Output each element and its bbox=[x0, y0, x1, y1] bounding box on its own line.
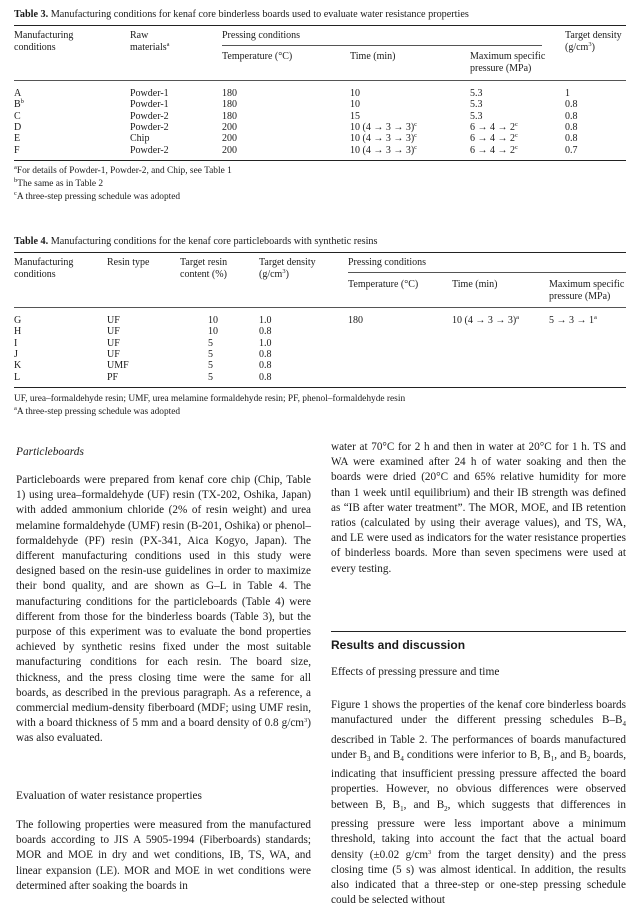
t3-cell-temperature: 200 bbox=[222, 144, 237, 156]
t3-cell-pressure: $6 \to 4 \to 2^c$ bbox=[470, 120, 518, 133]
t3-cell-time: 10 $(4 \to 3 \to 3)^c$ bbox=[350, 120, 418, 133]
table4-label: Table 4. bbox=[14, 236, 49, 247]
t3-header-time: Time (min) bbox=[350, 51, 396, 62]
t3-cell-density: 0.8 bbox=[565, 121, 578, 133]
table4-caption-text: Manufacturing conditions for the kenaf core particleboards with synthetic resins bbox=[50, 236, 378, 247]
t4-header-time: Time (min) bbox=[452, 279, 498, 290]
t4-footnote: UF, urea–formaldehyde resin; UMF, urea melamine formaldehyde resin; PF, phenol–formaldehyde resin bbox=[14, 394, 406, 404]
t3-header-target-density: Target density $(g/cm^3)$ bbox=[565, 30, 622, 53]
t3-cell-raw-material: Powder-1 bbox=[130, 88, 169, 99]
t4-cell-condition: J bbox=[14, 348, 18, 360]
t4-cell-density: 0.8 bbox=[259, 348, 272, 360]
t3-cell-temperature: 200 bbox=[222, 133, 237, 145]
t3-cell-raw-material: Powder-2 bbox=[130, 144, 169, 156]
table4-caption bbox=[14, 236, 377, 247]
t3-pressing-subrule bbox=[222, 45, 542, 46]
t4-header-pressing-conditions: Pressing conditions bbox=[348, 257, 427, 268]
table3-label: Table 3. bbox=[14, 9, 49, 20]
t3-header-pressing-conditions: Pressing conditions bbox=[222, 30, 301, 41]
table3-header-rule bbox=[14, 80, 626, 81]
t3-header-raw-materials: Raw materials$^a$ bbox=[130, 30, 170, 53]
t3-cell-time: 10 $(4 \to 3 \to 3)^c$ bbox=[350, 132, 418, 145]
t4-cell-density: 0.8 bbox=[259, 326, 272, 338]
t4-cell-density: 1.0 bbox=[259, 315, 272, 326]
t4-shared-pressure: $5 \to 3 \to 1^a$ bbox=[549, 314, 597, 326]
t4-header-temperature: Temperature (°C) bbox=[348, 279, 419, 290]
t4-pressing-subrule bbox=[348, 272, 626, 273]
t3-footnote: $^a$For details of Powder-1, Powder-2, and Chip, see Table 1 bbox=[14, 164, 232, 176]
t4-cell-resin-content: 10 bbox=[208, 315, 218, 326]
t3-cell-condition: E bbox=[14, 133, 21, 145]
continued-paragraph: water at 70°C for 2 h and then in water at 20°C for 1 h. TS and WA were examined after 24 h of water soaking and then the boards were dried (20°C and 65% relative humidity for more than 1 week until equilibrium) and their IB strength was defined as “IB after water treatment”. The MOR, MOE, and IB retention ratios (calculated by using their average values), and TS, WA, and LE were used as indicators for the water resistance properties of binderless boards. More than seven specimens were used at every testing. bbox=[331, 441, 626, 575]
t3-cell-pressure: 5.3 bbox=[470, 110, 483, 122]
t4-header-conditions: Manufacturing conditions bbox=[14, 257, 74, 280]
t4-cell-resin-content: 5 bbox=[208, 348, 213, 360]
t4-cell-resin-type: PF bbox=[107, 371, 119, 383]
t3-cell-raw-material: Powder-2 bbox=[130, 121, 169, 133]
t4-shared-temperature: 180 bbox=[348, 315, 363, 326]
t4-footnote: $^a$A three-step pressing schedule was adopted bbox=[14, 405, 181, 417]
t3-footnote: $^b$The same as in Table 2 bbox=[14, 177, 104, 189]
particleboards-heading: Particleboards bbox=[16, 446, 84, 458]
t3-cell-density: 0.8 bbox=[565, 110, 578, 122]
t4-cell-resin-content: 5 bbox=[208, 360, 213, 372]
t3-footnote: $^c$A three-step pressing schedule was adopted bbox=[14, 190, 181, 202]
t4-cell-condition: K bbox=[14, 360, 22, 372]
t3-cell-pressure: $6 \to 4 \to 2^c$ bbox=[470, 143, 518, 156]
results-rule bbox=[331, 631, 626, 632]
t4-cell-condition: G bbox=[14, 315, 22, 326]
t3-header-max-pressure: Maximum specific pressure (MPa) bbox=[470, 51, 546, 74]
t3-cell-raw-material: Powder-1 bbox=[130, 99, 169, 111]
t4-cell-condition: L bbox=[14, 371, 21, 383]
t4-header-max-pressure: Maximum specific pressure (MPa) bbox=[549, 279, 625, 302]
t4-cell-resin-type: UMF bbox=[107, 360, 129, 372]
t4-header-resin-type: Resin type bbox=[107, 257, 150, 268]
t3-cell-density: 0.7 bbox=[565, 144, 578, 156]
t4-cell-condition: H bbox=[14, 326, 22, 338]
table4-header-rule bbox=[14, 307, 626, 308]
effects-heading: Effects of pressing pressure and time bbox=[331, 666, 500, 678]
t4-cell-density: 0.8 bbox=[259, 371, 272, 383]
t4-cell-resin-content: 5 bbox=[208, 371, 213, 383]
t3-cell-raw-material: Powder-2 bbox=[130, 110, 169, 122]
t3-cell-condition: F bbox=[14, 144, 20, 156]
t4-shared-time: 10 $(4 \to 3 \to 3)^a$ bbox=[452, 314, 520, 326]
t4-cell-resin-content: 5 bbox=[208, 337, 213, 349]
t4-cell-condition: I bbox=[14, 337, 18, 349]
evaluation-paragraph: The following properties were measured from the manufactured boards according to JIS A 5905-1994 (Fiberboards) standards; MOR and MOE in dry and wet conditions, IB, TS, WA, and linear expansion (LE). MOR and MOE in wet conditions were determined after soaking the boards in bbox=[16, 819, 311, 892]
t4-cell-density: 1.0 bbox=[259, 337, 272, 349]
t3-cell-temperature: 200 bbox=[222, 121, 237, 133]
t4-cell-resin-type: UF bbox=[107, 326, 120, 338]
table3-top-rule bbox=[14, 25, 626, 26]
particleboards-paragraph: Particleboards were prepared from kenaf core chip (Chip, Table 1) using urea–formaldehyde (UF) resin (TX-202, Oshika, Japan) with added ammonium chloride (2% of resin weight) and urea melamine formaldehyde (UMF) resin (B-201, Oshika) or phenol–formaldehyde (PF) resin (PX-341, Aica Kogyo, Japan). The different manufacturing conditions used in this study were designed based on the resin-use guidelines in order to maximize their bond quality, and are shown as G–L in Table 4. The manufacturing conditions for the particleboards (Table 4) were different from those for the binderless boards (Table 3), but the purpose of this experiment was to evaluate the bond properties achieved by synthetic resins fixed under the most suitable manufacturing conditions for each resin. The board size, thickness, and the press closing time were the same for all boards, as described in the previous paragraph. As a reference, a commercial medium-density fiberboard (MDF; using UMF resin, with a board thickness of 5 mm and a board density of 0.8 $g/cm^3$) was also evaluated. bbox=[16, 474, 311, 745]
table3-caption bbox=[14, 9, 469, 20]
t3-header-conditions: Manufacturing conditions bbox=[14, 30, 74, 53]
table3-caption-text: Manufacturing conditions for kenaf core binderless boards used to evaluate water resistance properties bbox=[50, 9, 469, 20]
effects-paragraph: Figure 1 shows the properties of the kenaf core binderless boards manufactured under the different pressing schedules $B-B_4$ described in Table 2. The performances of boards manufactured under $B_3$ and $B_4$ conditions were inferior to B, $B_1$, and $B_2$ boards, indicating that insufficient pressing pressure affected the board properties. However, no obvious differences were observed between B, $B_1$, and $B_2$, which suggests that differences in pressing pressure were less important above a minimum threshold, taking into account the fact that the actual board density (±0.02 $g/cm^3$ from the target density) and the press closing time (5 s) was almost identical. In addition, the results also indicated that a three-step or one-step pressing schedule could be selected without bbox=[331, 699, 626, 907]
t4-cell-resin-content: 10 bbox=[208, 326, 218, 338]
t3-cell-condition: C bbox=[14, 110, 21, 122]
evaluation-heading: Evaluation of water resistance properties bbox=[16, 790, 202, 802]
t3-cell-time: 10 $(4 \to 3 \to 3)^c$ bbox=[350, 143, 418, 156]
t4-cell-density: 0.8 bbox=[259, 360, 272, 372]
table4-top-rule bbox=[14, 252, 626, 253]
t4-cell-resin-type: UF bbox=[107, 315, 120, 326]
t3-cell-time: 10 bbox=[350, 99, 360, 111]
t4-header-target-density: Target density $(g/cm^3)$ bbox=[259, 257, 316, 280]
t3-cell-density: 0.8 bbox=[565, 99, 578, 111]
t3-cell-pressure: 5.3 bbox=[470, 88, 483, 99]
results-heading: Results and discussion bbox=[331, 638, 466, 652]
t3-cell-temperature: 180 bbox=[222, 110, 237, 122]
t4-cell-resin-type: UF bbox=[107, 348, 120, 360]
t3-cell-density: 0.8 bbox=[565, 133, 578, 145]
t3-cell-raw-material: Chip bbox=[130, 133, 150, 145]
t4-header-target-resin: Target resin content (%) bbox=[180, 257, 228, 280]
table3-bottom-rule bbox=[14, 160, 626, 161]
t3-cell-condition: A bbox=[14, 88, 22, 99]
t3-cell-pressure: $6 \to 4 \to 2^c$ bbox=[470, 132, 518, 145]
table4-bottom-rule bbox=[14, 387, 626, 388]
t4-cell-resin-type: UF bbox=[107, 337, 120, 349]
t3-cell-time: 15 bbox=[350, 110, 360, 122]
t3-cell-pressure: 5.3 bbox=[470, 99, 483, 111]
t3-cell-condition: D bbox=[14, 121, 22, 133]
t3-cell-density: 1 bbox=[565, 88, 570, 99]
t3-cell-temperature: 180 bbox=[222, 88, 237, 99]
t3-cell-temperature: 180 bbox=[222, 99, 237, 111]
t3-cell-time: 10 bbox=[350, 88, 360, 99]
t3-header-temperature: Temperature (°C) bbox=[222, 51, 293, 62]
t3-cell-condition: $B^b$ bbox=[14, 98, 24, 111]
